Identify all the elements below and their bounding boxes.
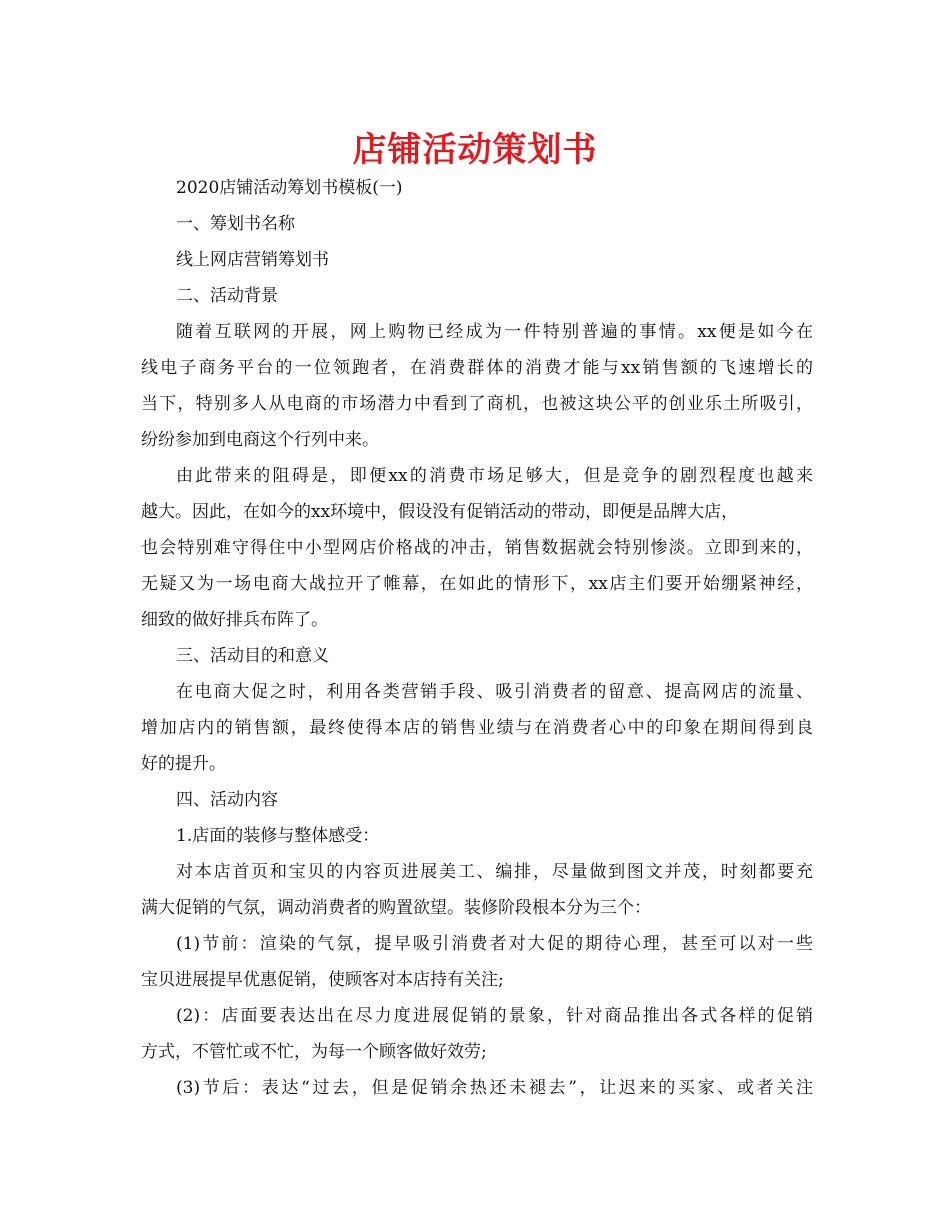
paragraph-line: (1)节前：渲染的气氛，提早吸引消费者对大促的期待心理，甚至可以对一些 [176, 934, 813, 954]
paragraph-line: 由此带来的阻碍是，即便xx的消费市场足够大，但是竞争的剧烈程度也越来 [176, 466, 813, 486]
paragraph-line: 一、筹划书名称 [176, 214, 295, 234]
paragraph-line: 纷纷参加到电商这个行列中来。 [141, 430, 379, 450]
paragraph-line: (3)节后：表达“过去，但是促销余热还未褪去”，让迟来的买家、或者关注 [176, 1078, 813, 1098]
document-title: 店铺活动策划书 [352, 130, 598, 170]
document-body [141, 170, 813, 1106]
paragraph-line: 线上网店营销筹划书 [176, 250, 329, 270]
paragraph-line: 随着互联网的开展，网上购物已经成为一件特别普遍的事情。xx便是如今在 [176, 322, 813, 342]
paragraph-line: 三、活动目的和意义 [176, 646, 329, 666]
paragraph-line: 越大。因此，在如今的xx环境中，假设没有促销活动的带动，即便是品牌大店， [141, 502, 739, 522]
paragraph-line: 宝贝进展提早优惠促销，使顾客对本店持有关注; [141, 970, 504, 990]
paragraph-line: 增加店内的销售额，最终使得本店的销售业绩与在消费者心中的印象在期间得到良 [141, 718, 813, 738]
paragraph-line: 二、活动背景 [176, 286, 278, 306]
paragraph-line: 在电商大促之时，利用各类营销手段、吸引消费者的留意、提高网店的流量、 [176, 682, 813, 702]
paragraph-line: 四、活动内容 [176, 790, 278, 810]
paragraph-line: 2020店铺活动筹划书模板(一) [176, 178, 403, 198]
paragraph-line: 1.店面的装修与整体感受： [176, 826, 380, 846]
paragraph-line: 对本店首页和宝贝的内容页进展美工、编排，尽量做到图文并茂，时刻都要充 [176, 862, 813, 882]
paragraph-line: (2)：店面要表达出在尽力度进展促销的景象，针对商品推出各式各样的促销 [176, 1006, 813, 1026]
paragraph-line: 方式，不管忙或不忙，为每一个顾客做好效劳; [141, 1042, 487, 1062]
paragraph-line: 也会特别难守得住中小型网店价格战的冲击，销售数据就会特别惨淡。立即到来的， [141, 538, 813, 558]
paragraph-line: 满大促销的气氛，调动消费者的购置欲望。装修阶段根本分为三个： [141, 898, 651, 918]
paragraph-line: 细致的做好排兵布阵了。 [141, 610, 328, 630]
paragraph-line: 无疑又为一场电商大战拉开了帷幕，在如此的情形下，xx店主们要开始绷紧神经， [141, 574, 813, 594]
paragraph-line: 线电子商务平台的一位领跑者，在消费群体的消费才能与xx销售额的飞速增长的 [141, 358, 813, 378]
paragraph-line: 当下，特别多人从电商的市场潜力中看到了商机，也被这块公平的创业乐土所吸引， [141, 394, 813, 414]
paragraph-line: 好的提升。 [141, 754, 226, 774]
